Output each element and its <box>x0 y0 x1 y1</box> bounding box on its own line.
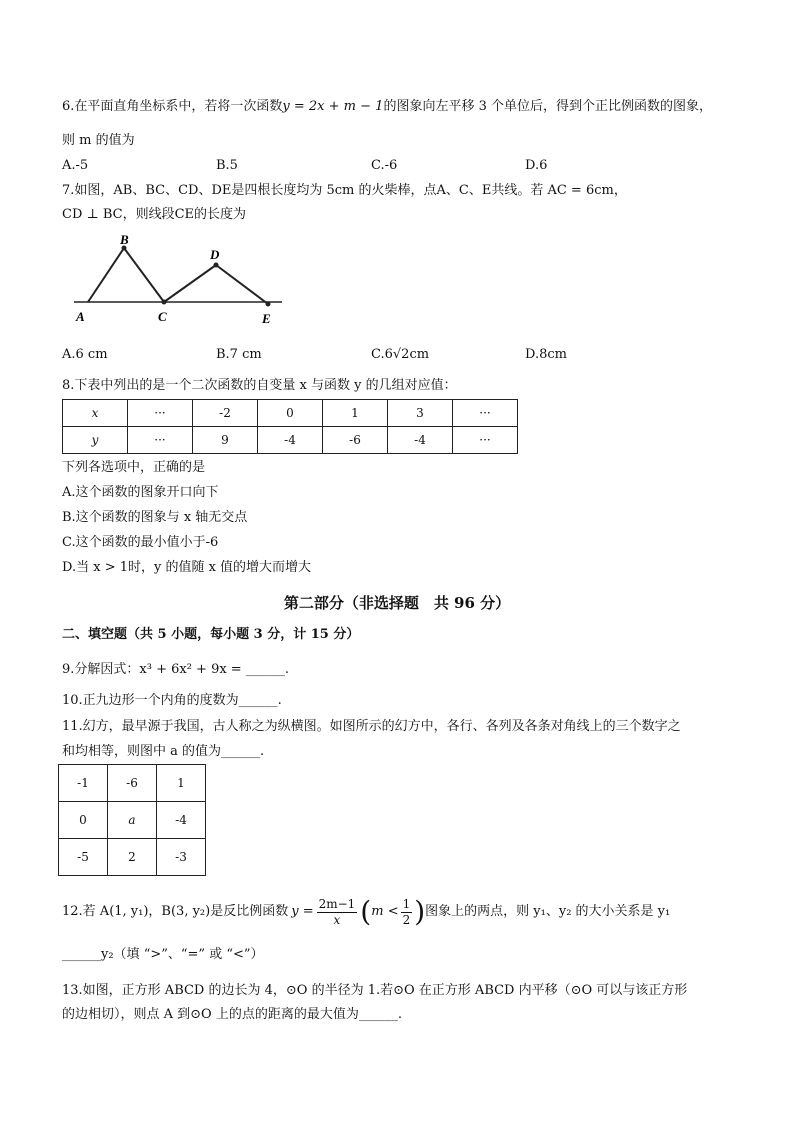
table-cell: y <box>63 427 128 454</box>
table-cell: -4 <box>258 427 323 454</box>
q12-line1 <box>62 894 670 930</box>
grid-cell: -3 <box>157 839 206 876</box>
point-c <box>162 300 167 305</box>
q12-cond-den: 2 <box>402 912 411 927</box>
label-e: E <box>262 311 271 326</box>
q12-text-a: 12.若 A(1, y₁)，B(3, y₂)是反比例函数 <box>62 904 289 919</box>
matchstick-ab <box>88 248 124 302</box>
label-c: C <box>158 309 167 324</box>
table-cell: 1 <box>323 400 388 427</box>
table-row-y <box>63 427 518 454</box>
grid-cell: -1 <box>59 765 108 802</box>
q6-option-b: B.5 <box>216 158 238 173</box>
q6-line1 <box>62 98 712 116</box>
table-cell: ··· <box>453 400 518 427</box>
matchstick-figure <box>68 232 288 327</box>
q12-line2: ______y₂（填 “>”、“=” 或 “<”） <box>62 947 264 962</box>
magic-square <box>58 764 206 876</box>
q13-line2: 的边相切），则点 A 到⊙O 上的点的距离的最大值为______. <box>62 1007 402 1022</box>
q7-option-c: C.6√2cm <box>371 347 430 362</box>
value-table <box>62 399 518 454</box>
q11-line1: 11.幻方，最早源于我国，古人称之为纵横图。如图所示的幻方中，各行、各列及各条对角线上的三个数字之 <box>62 719 681 734</box>
q12-cond-fraction <box>401 897 413 928</box>
q6-line2: 则 m 的值为 <box>62 133 135 148</box>
q6-option-d: D.6 <box>525 158 548 173</box>
grid-cell: -5 <box>59 839 108 876</box>
q6-text-a: 6.在平面直角坐标系中，若将一次函数 <box>62 99 283 114</box>
q7-option-b: B.7 cm <box>216 347 262 362</box>
table-cell: -6 <box>323 427 388 454</box>
section-heading: 二、填空题（共 5 小题，每小题 3 分，计 15 分） <box>62 627 360 642</box>
grid-cell: 1 <box>157 765 206 802</box>
table-cell: 9 <box>193 427 258 454</box>
table-cell: ··· <box>128 400 193 427</box>
label-a: A <box>76 309 85 324</box>
q12-paren-open: ( <box>360 895 372 928</box>
q12-cond-num: 1 <box>402 896 411 911</box>
q7-line1: 7.如图，AB、BC、CD、DE是四根长度均为 5cm 的火柴棒，点A、C、E共线。若 AC = 6cm， <box>62 183 627 198</box>
q6-option-a: A.-5 <box>62 158 89 173</box>
point-e <box>266 302 271 307</box>
q8-option-b: B.这个函数的图象与 x 轴无交点 <box>62 510 248 525</box>
q7-option-a: A.6 cm <box>62 347 108 362</box>
q12-fraction <box>317 897 358 928</box>
part-two-title: 第二部分（非选择题 共 96 分） <box>283 594 511 612</box>
table-cell: ··· <box>453 427 518 454</box>
q12-cond: m < <box>371 904 399 919</box>
q8-prompt: 下列各选项中，正确的是 <box>62 460 206 475</box>
grid-cell: a <box>108 802 157 839</box>
matchstick-cd <box>164 265 216 302</box>
table-cell: x <box>63 400 128 427</box>
q12-y-eq: y = <box>291 904 314 919</box>
q9-text: 9.分解因式：x³ + 6x² + 9x = ______. <box>62 662 289 677</box>
table-cell: 3 <box>388 400 453 427</box>
q8-option-c: C.这个函数的最小值小于-6 <box>62 535 219 550</box>
table-cell: ··· <box>128 427 193 454</box>
grid-cell: -6 <box>108 765 157 802</box>
q12-frac-den: x <box>333 912 341 927</box>
q13-line1: 13.如图，正方形 ABCD 的边长为 4，⊙O 的半径为 1.若⊙O 在正方形 ABCD 内平移（⊙O 可以与该正方形 <box>62 983 688 998</box>
q12-paren-close: ) <box>414 895 426 928</box>
table-row-x <box>63 400 518 427</box>
table-cell: 0 <box>258 400 323 427</box>
q8-stem: 8.下表中列出的是一个二次函数的自变量 x 与函数 y 的几组对应值： <box>62 378 457 393</box>
grid-cell: -4 <box>157 802 206 839</box>
table-cell: -2 <box>193 400 258 427</box>
label-d: D <box>210 247 220 262</box>
table-row <box>59 765 206 802</box>
q6-text-b: 的图象向左平移 3 个单位后，得到个正比例函数的图象， <box>383 99 712 114</box>
point-d <box>214 263 219 268</box>
q10-text: 10.正九边形一个内角的度数为______. <box>62 693 282 708</box>
grid-cell: 2 <box>108 839 157 876</box>
table-row <box>59 839 206 876</box>
q12-text-b: 图象上的两点，则 y₁、y₂ 的大小关系是 y₁ <box>425 904 671 919</box>
matchstick-bc <box>124 248 164 302</box>
q8-option-d: D.当 x > 1时，y 的值随 x 值的增大而增大 <box>62 560 312 575</box>
q11-line2: 和均相等，则图中 a 的值为______. <box>62 744 265 759</box>
matchstick-de <box>216 265 268 304</box>
label-b: B <box>120 232 129 247</box>
q7-option-d: D.8cm <box>525 347 567 362</box>
q8-option-a: A.这个函数的图象开口向下 <box>62 485 219 500</box>
q6-option-c: C.-6 <box>371 158 398 173</box>
table-cell: -4 <box>388 427 453 454</box>
grid-cell: 0 <box>59 802 108 839</box>
q7-line2: CD ⊥ BC，则线段CE的长度为 <box>62 207 247 222</box>
q6-formula: y = 2x + m − 1 <box>282 99 384 114</box>
q12-frac-num: 2m−1 <box>318 896 356 911</box>
table-row <box>59 802 206 839</box>
